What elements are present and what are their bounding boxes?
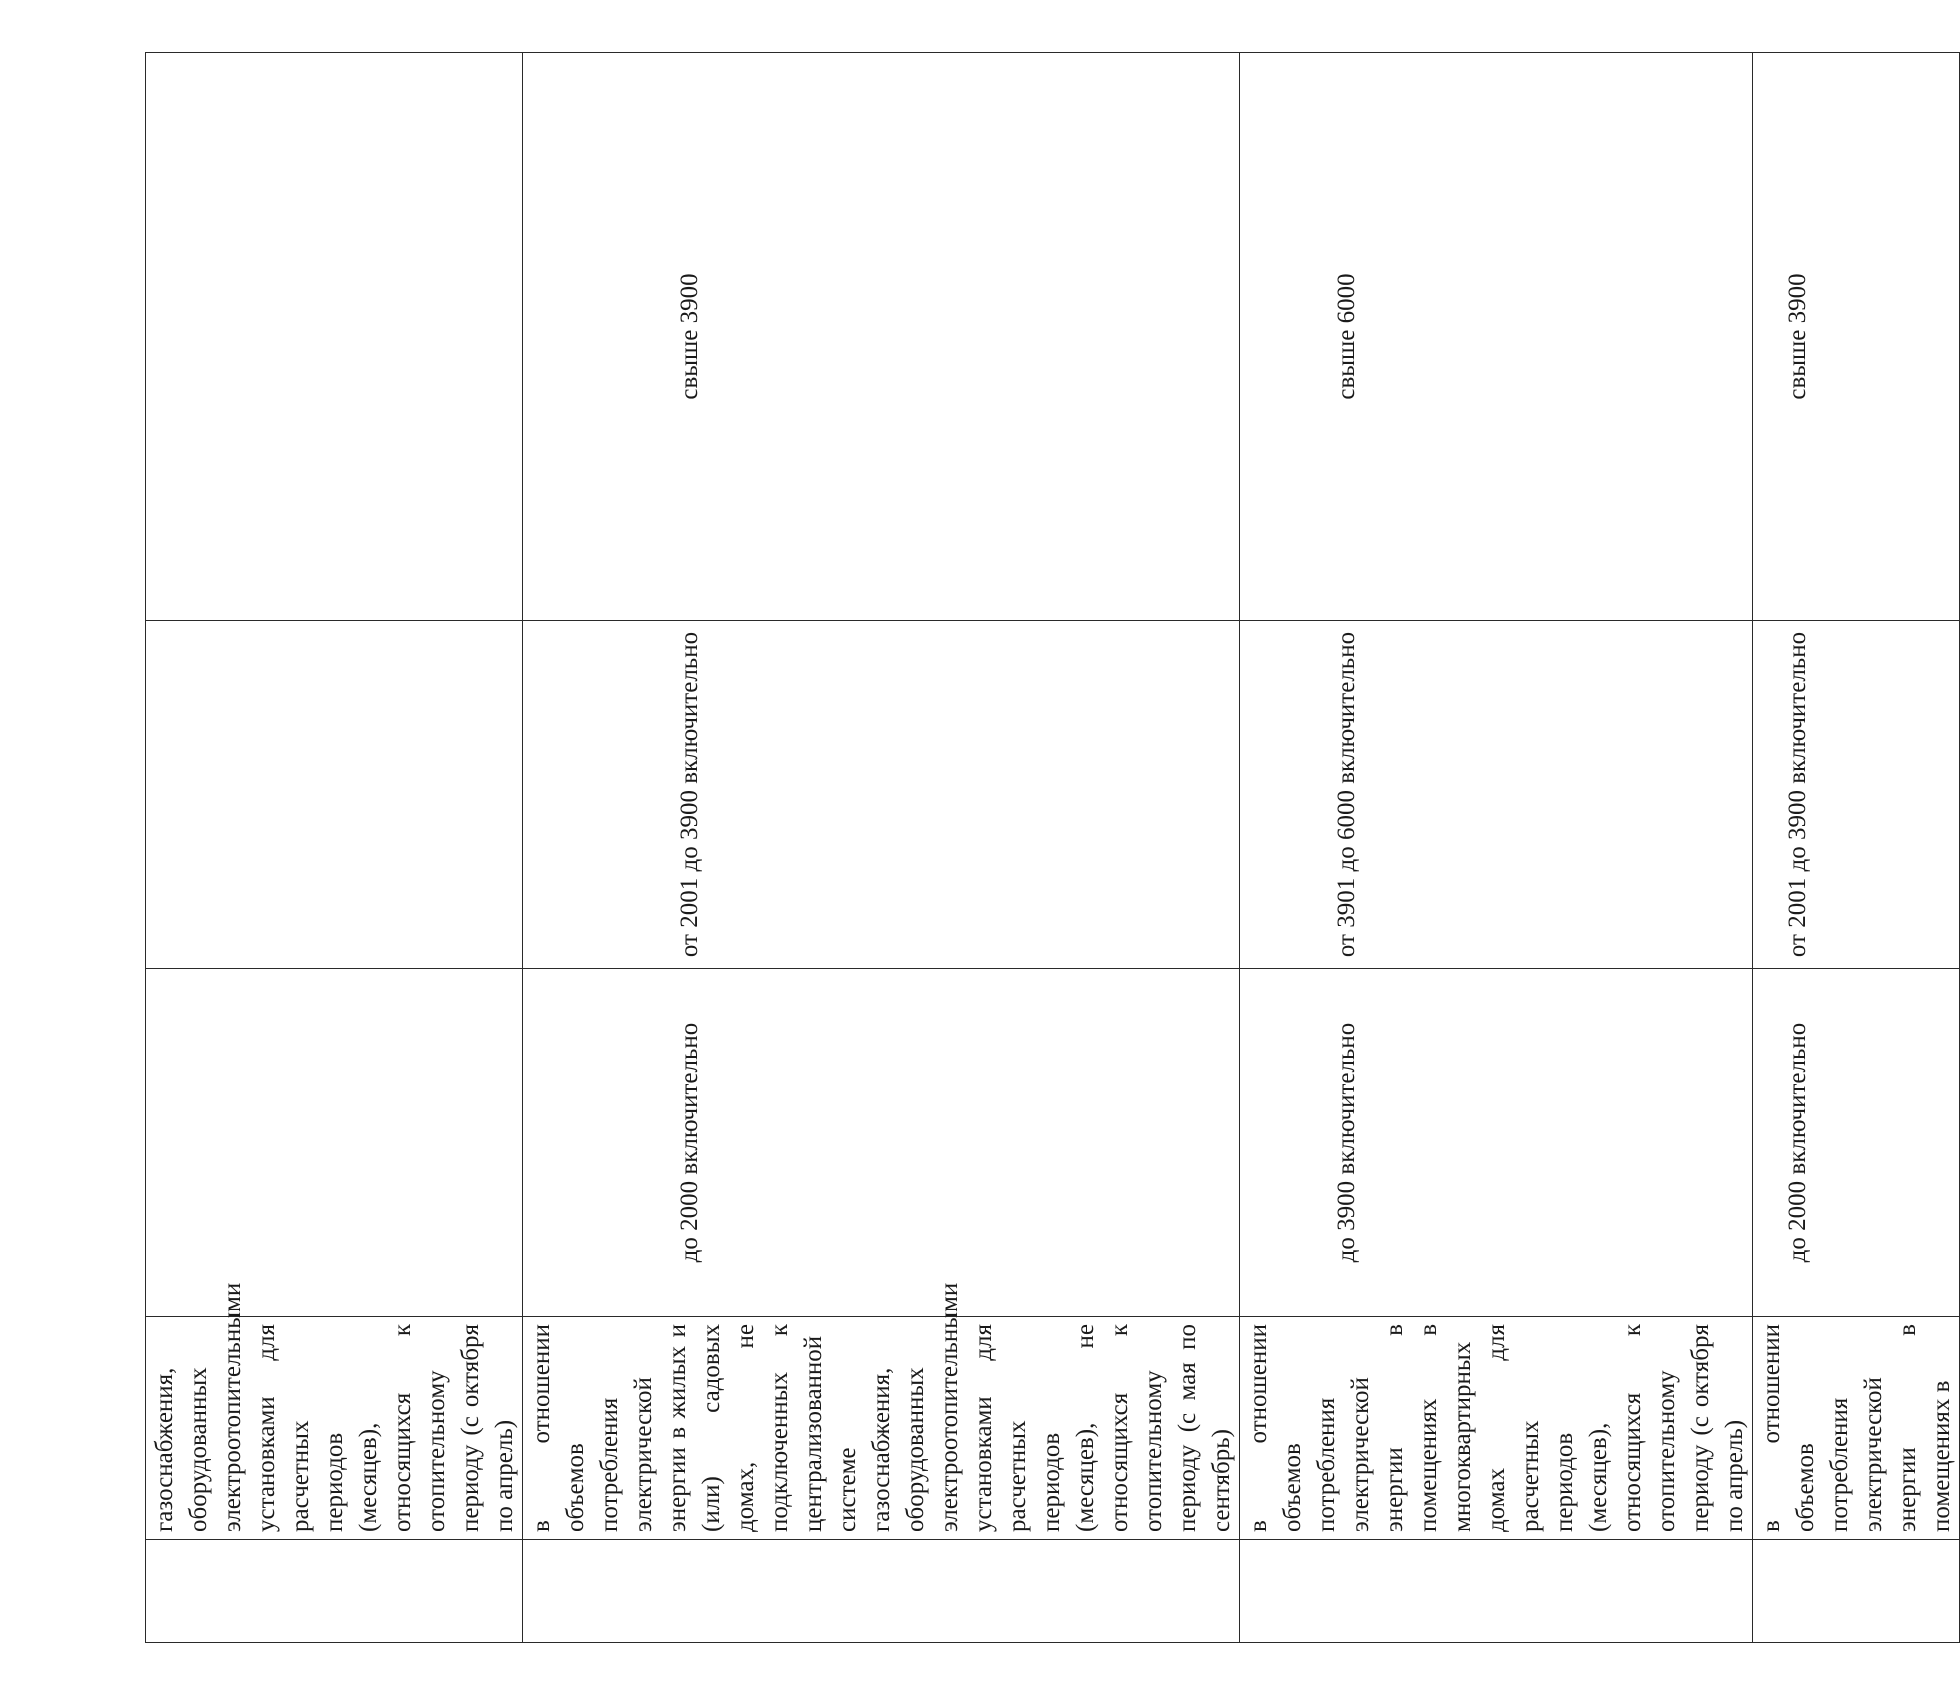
band3-cell — [1753, 53, 1960, 621]
band3-value: свыше 3900 — [676, 273, 703, 400]
band2-value: от 2001 до 3900 включительно — [1784, 631, 1811, 958]
description-cell — [1240, 1317, 1753, 1540]
band2-value: от 3901 до 6000 включительно — [1333, 631, 1360, 958]
band1-value: до 3900 включительно — [1333, 1022, 1360, 1263]
band1-cell — [1240, 969, 1753, 1317]
description-text: в отношении объемов потребления электрической энергии в помещениях в многоквартирных домах для расчетных периодов (месяцев), относящихся к отопительному периоду (с октября по апрель) — [1245, 1324, 1748, 1532]
band3-cell — [523, 53, 1240, 621]
band1-cell — [1753, 969, 1960, 1317]
empty-cell — [146, 1540, 523, 1643]
band1-value: до 2000 включительно — [676, 1022, 703, 1263]
table-row — [523, 53, 1240, 1643]
band2-value: от 2001 до 3900 включительно — [676, 631, 703, 958]
band1-value: до 2000 включительно — [1784, 1022, 1811, 1263]
band3-value: свыше 3900 — [1784, 273, 1811, 400]
empty-cell — [523, 1540, 1240, 1643]
rotated-table-page — [145, 53, 1955, 1643]
description-cell — [146, 1282, 523, 1540]
band3-cell — [1240, 53, 1753, 621]
band2-cell — [146, 621, 523, 969]
band3-value: свыше 6000 — [1333, 273, 1360, 400]
empty-cell — [1753, 1540, 1960, 1643]
band1-cell — [146, 969, 523, 1317]
band3-cell — [146, 53, 523, 621]
band2-cell — [1753, 621, 1960, 969]
table-row — [146, 53, 523, 1643]
table-row — [1753, 53, 1960, 1643]
description-text: в отношении объемов потребления электрической энергии в жилых и (или) садовых домах, не подключенных к централизованной системе газоснабжения, оборудованных электроотопительными установками для расчетных периодов (месяцев), не относящихся к отопительному периоду (с мая по сентябрь) — [528, 1282, 1235, 1532]
band2-cell — [523, 621, 1240, 969]
empty-cell — [1240, 1540, 1753, 1643]
description-text: в отношении объемов потребления электрической энергии в помещениях в — [1758, 1324, 1955, 1532]
consumption-band-table — [145, 52, 1960, 1643]
table-row — [1240, 53, 1753, 1643]
description-text: газоснабжения, оборудованных электроотопительными установками для расчетных периодов (месяцев), относящихся к отопительному периоду (с октября по апрель) — [151, 1282, 518, 1532]
description-cell — [523, 1282, 1240, 1540]
band1-cell — [523, 969, 1240, 1317]
band2-cell — [1240, 621, 1753, 969]
description-cell — [1753, 1317, 1960, 1540]
